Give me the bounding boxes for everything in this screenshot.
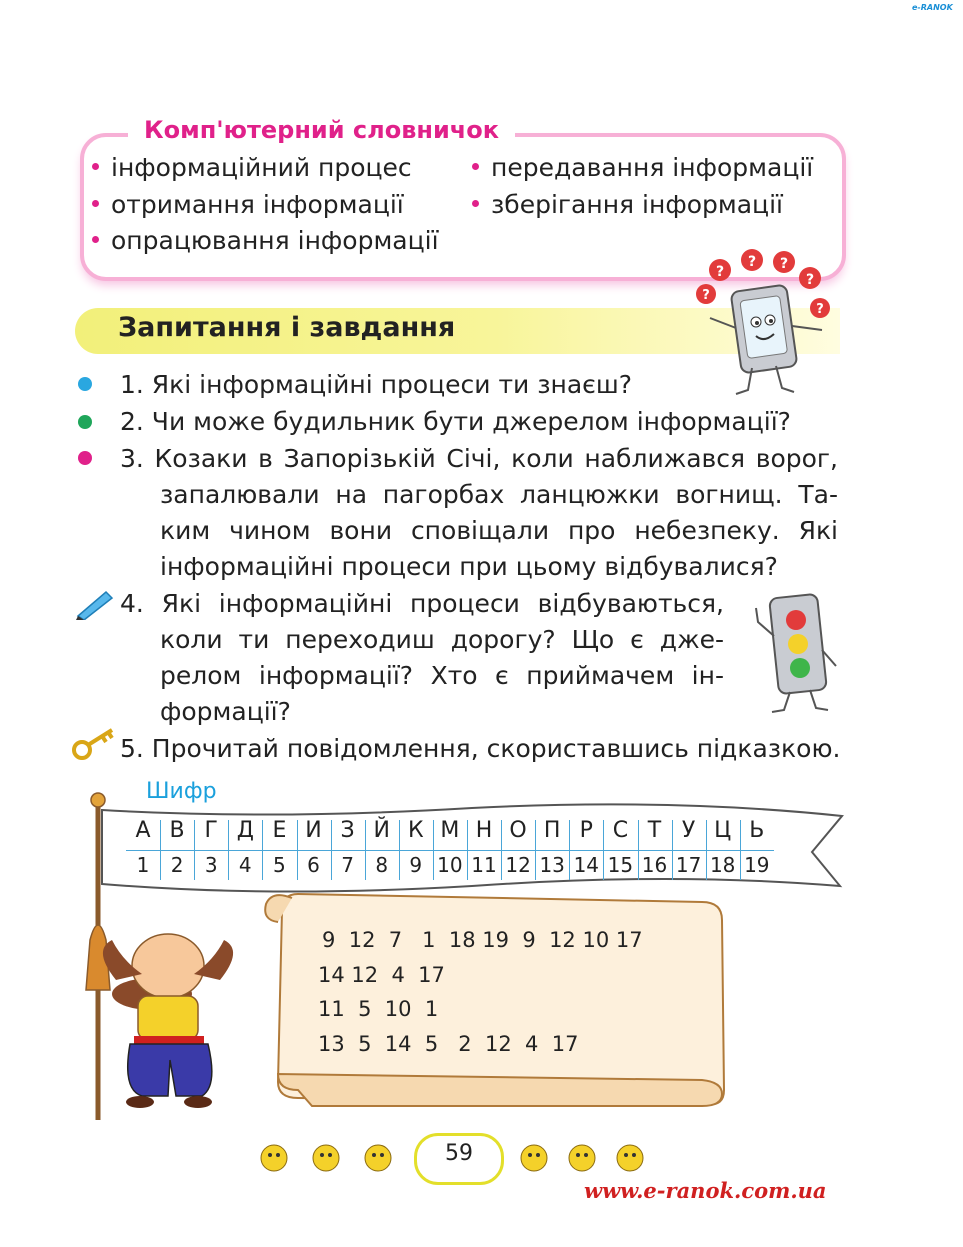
svg-text:?: ?	[702, 288, 710, 303]
cipher-number: 11	[471, 853, 497, 877]
footer-right-emoticons-illustration	[504, 1136, 654, 1176]
cipher-letter: Ь	[749, 818, 765, 843]
dictionary-item: опрацювання інформації	[92, 226, 439, 255]
cipher-number: 4	[238, 853, 252, 877]
pencil-icon	[74, 586, 116, 620]
cipher-number: 2	[170, 853, 184, 877]
cipher-letter: М	[440, 818, 460, 843]
cipher-letter: Т	[647, 818, 662, 843]
question-4-line: коли ти переходиш дорогу? Що є дже-	[160, 625, 724, 654]
cipher-letter: Г	[204, 818, 218, 843]
dictionary-title: Комп'ютерний словничок	[128, 116, 515, 144]
cipher-letter: В	[169, 818, 185, 843]
question-3-line: інформаційні процеси при цьому відбувалися?	[160, 552, 778, 581]
question-3-line: 3. Козаки в Запорізькій Січі, коли наближався ворог,	[120, 444, 838, 473]
cipher-letter: К	[407, 818, 424, 843]
level-2-bullet-icon	[78, 415, 92, 429]
bullet-icon	[472, 163, 479, 170]
juggling-tablet-illustration	[690, 248, 840, 398]
cipher-number: 17	[675, 853, 702, 877]
question-4-line: 4. Які інформаційні процеси відбуваються,	[120, 589, 724, 618]
cipher-letter: А	[135, 818, 151, 843]
cipher-letter: С	[612, 818, 629, 843]
question-4-line: формації?	[160, 697, 291, 726]
question-3-line: ким чином вони сповіщали про небезпеку. Які	[160, 516, 838, 545]
cipher-label: Шифр	[146, 779, 217, 804]
bullet-icon	[472, 200, 479, 207]
cipher-number: 10	[437, 853, 463, 877]
question-3-line: запалювали на пагорбах ланцюжки вогнищ. Та-	[160, 480, 838, 509]
section-title: Запитання і завдання	[118, 312, 456, 343]
cipher-number: 3	[204, 853, 218, 877]
cipher-letter: И	[305, 818, 322, 843]
svg-text:?: ?	[805, 272, 815, 288]
svg-text:?: ?	[747, 254, 757, 270]
cipher-number: 19	[744, 853, 770, 877]
bullet-icon	[92, 236, 99, 243]
message-row: 11 5 10 1	[318, 997, 439, 1021]
cipher-number: 16	[641, 853, 668, 877]
key-icon	[72, 726, 118, 762]
page-number: 59	[445, 1141, 473, 1166]
cipher-letter: Р	[579, 818, 593, 843]
question-5: 5. Прочитай повідомлення, скориставшись підказкою.	[120, 734, 841, 763]
level-1-bullet-icon	[78, 377, 92, 391]
cipher-letter: Ц	[714, 818, 732, 843]
question-4-line: релом інформації? Хто є приймачем ін-	[160, 661, 724, 690]
svg-text:?: ?	[779, 256, 789, 272]
cipher-letter: Й	[373, 818, 390, 843]
cipher-letter: О	[509, 818, 527, 843]
publisher-logo: e-RANOK	[912, 3, 953, 12]
question-2: 2. Чи може будильник бути джерелом інформації?	[120, 407, 791, 436]
cipher-number: 18	[709, 853, 736, 877]
cipher-number: 1	[136, 853, 150, 877]
cipher-number: 6	[307, 853, 320, 877]
dictionary-item: отримання інформації	[92, 190, 404, 219]
footer-left-emoticons-illustration	[256, 1136, 416, 1176]
cipher-letter: У	[681, 818, 696, 843]
question-1: 1. Які інформаційні процеси ти знаєш?	[120, 370, 633, 399]
cipher-number: 12	[505, 853, 531, 877]
cipher-letter: П	[543, 818, 561, 843]
cipher-row-divider	[126, 850, 774, 851]
cipher-letter: Н	[475, 818, 493, 843]
cipher-number: 9	[409, 853, 423, 877]
cipher-number: 13	[539, 853, 565, 877]
cipher-letter: З	[340, 818, 355, 843]
message-row: 14 12 4 17	[318, 963, 445, 987]
level-3-bullet-icon	[78, 451, 92, 465]
message-row: 13 5 14 5 2 12 4 17	[318, 1032, 579, 1056]
dictionary-item: зберігання інформації	[472, 190, 783, 219]
dictionary-item: інформаційний процес	[92, 153, 412, 182]
cipher-letter: Е	[272, 818, 287, 843]
message-row: 9 12 7 1 18 19 9 12 10 17	[322, 928, 643, 952]
bullet-icon	[92, 163, 99, 170]
dictionary-item: передавання інформації	[472, 153, 813, 182]
cipher-number: 7	[341, 853, 354, 877]
cipher-number: 5	[273, 853, 286, 877]
svg-text:?: ?	[715, 264, 725, 280]
svg-text:?: ?	[816, 302, 824, 317]
cipher-number: 14	[573, 853, 600, 877]
traffic-light-illustration	[752, 590, 842, 716]
website-url[interactable]: www.e-ranok.com.ua	[584, 1178, 827, 1203]
cipher-number: 8	[375, 853, 389, 877]
cipher-letter: Д	[236, 818, 254, 843]
bullet-icon	[92, 200, 99, 207]
cipher-number: 15	[607, 853, 634, 877]
